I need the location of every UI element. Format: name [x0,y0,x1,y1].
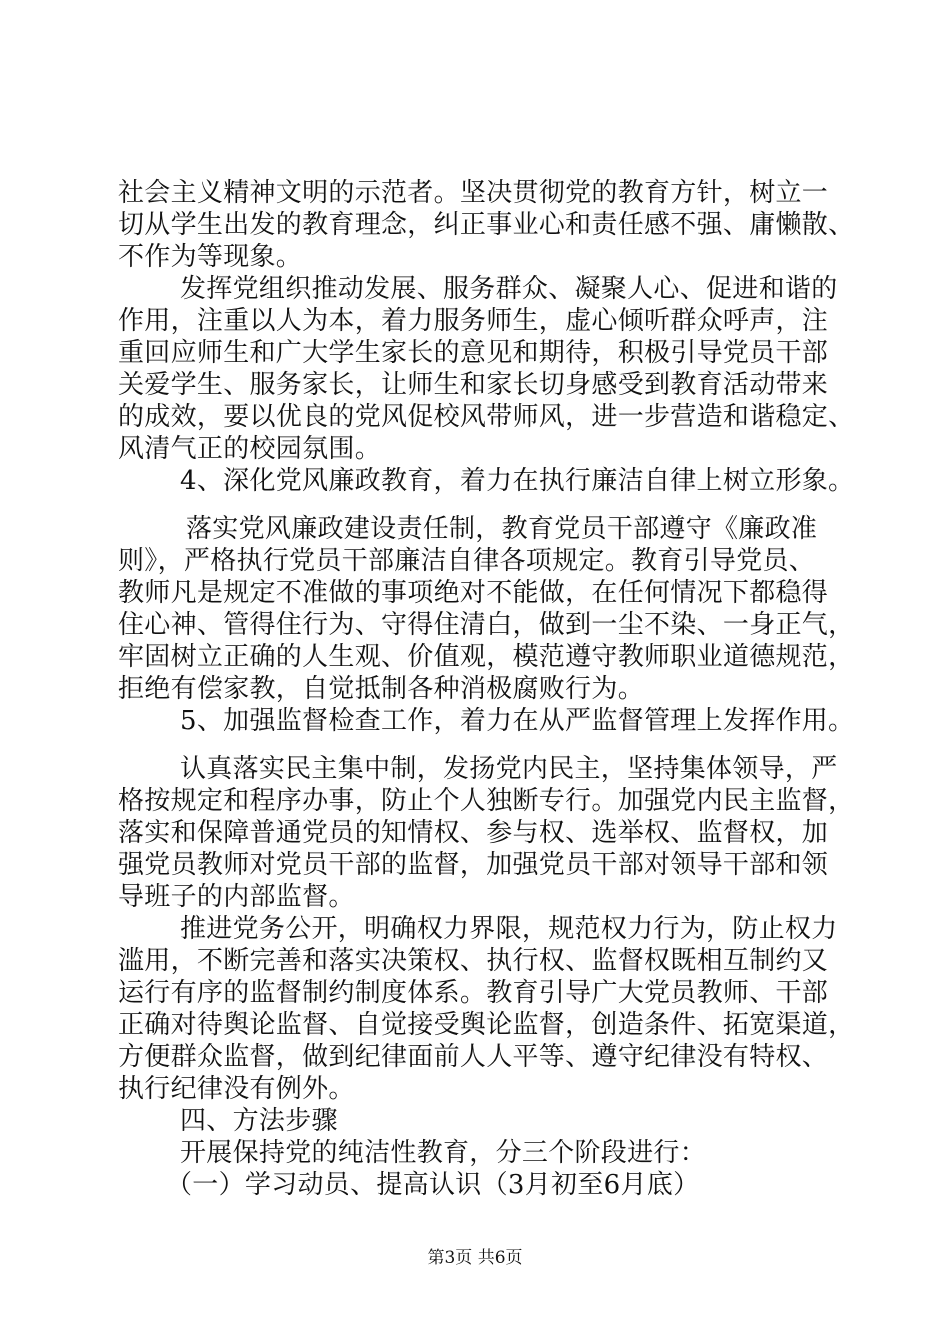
text-line: 牢固树立正确的人生观、价值观，模范遵守教师职业道德规范， [118,642,855,672]
text-line: 滥用，不断完善和落实决策权、执行权、监督权既相互制约又 [118,946,829,976]
text-line: 切从学生出发的教育理念，纠正事业心和责任感不强、庸懒散、 [118,210,855,240]
section-heading: 5、加强监督检查工作，着力在从严监督管理上发挥作用。 [180,706,855,736]
text-line: 重回应师生和广大学生家长的意见和期待，积极引导党员干部 [118,338,829,368]
text-line: 方便群众监督，做到纪律面前人人平等、遵守纪律没有特权、 [118,1042,829,1072]
text-line: 关爱学生、服务家长，让师生和家长切身感受到教育活动带来 [118,370,829,400]
text-line: 认真落实民主集中制，发扬党内民主，坚持集体领导，严 [180,754,838,784]
text-line: 开展保持党的纯洁性教育，分三个阶段进行： [180,1138,707,1168]
text-line: 格按规定和程序办事，防止个人独断专行。加强党内民主监督， [118,786,855,816]
subsection-heading: （一）学习动员、提高认识（3月初至6月底） [166,1170,700,1200]
text-line: 发挥党组织推动发展、服务群众、凝聚人心、促进和谐的 [180,274,838,304]
page-number: 第3页 共6页 [427,1248,523,1268]
text-line: 导班子的内部监督。 [118,882,355,912]
text-line: 正确对待舆论监督、自觉接受舆论监督，创造条件、拓宽渠道， [118,1010,855,1040]
text-line: 拒绝有偿家教，自觉抵制各种消极腐败行为。 [118,674,645,704]
text-line: 落实和保障普通党员的知情权、参与权、选举权、监督权，加 [118,818,829,848]
text-line: 作用，注重以人为本，着力服务师生，虚心倾听群众呼声，注 [118,306,829,336]
text-line: 风清气正的校园氛围。 [118,434,382,464]
text-line: 执行纪律没有例外。 [118,1074,355,1104]
text-line: 强党员教师对党员干部的监督，加强党员干部对领导干部和领 [118,850,829,880]
text-line: 落实党风廉政建设责任制，教育党员干部遵守《廉政准 [186,514,818,544]
text-line: 推进党务公开，明确权力界限，规范权力行为，防止权力 [180,914,838,944]
section-heading: 4、深化党风廉政教育，着力在执行廉洁自律上树立形象。 [180,466,855,496]
text-line: 不作为等现象。 [118,242,303,272]
text-line: 住心神、管得住行为、守得住清白，做到一尘不染、一身正气， [118,610,855,640]
section-heading: 四、方法步骤 [180,1106,338,1136]
text-line: 社会主义精神文明的示范者。坚决贯彻党的教育方针，树立一 [118,178,829,208]
text-line: 则》，严格执行党员干部廉洁自律各项规定。教育引导党员、 [118,546,816,576]
text-line: 运行有序的监督制约制度体系。教育引导广大党员教师、干部 [118,978,829,1008]
text-line: 的成效，要以优良的党风促校风带师风，进一步营造和谐稳定、 [118,402,855,432]
text-line: 教师凡是规定不准做的事项绝对不能做，在任何情况下都稳得 [118,578,829,608]
